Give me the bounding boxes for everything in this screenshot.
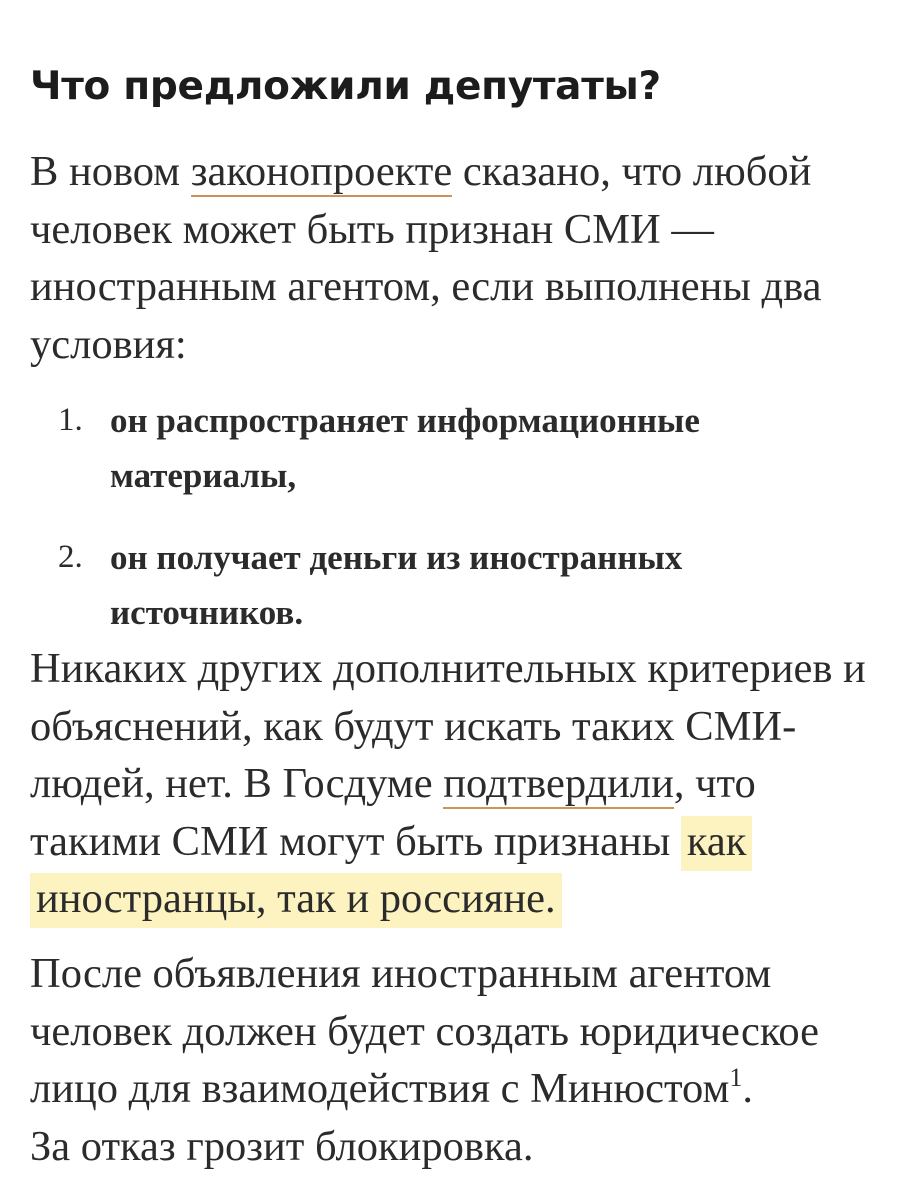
consequences-paragraph [30, 945, 890, 1175]
criteria-text-start: Никаких других дополнительных критериев и объяснений, как будут искать таких СМИ-людей, нет. В Госдуме [30, 645, 866, 807]
criteria-text-middle: , что такими СМИ могут быть признаны [30, 760, 756, 865]
list-item [0, 530, 917, 640]
consequences-text: После объявления иностранным агентом человек должен будет создать юридическое лицо для взаимодействия с Минюстом [30, 950, 819, 1112]
footnote-link[interactable]: 1 [729, 1063, 743, 1092]
list-item [0, 393, 917, 503]
list-item-text: он получает деньги из иностранных источников. [110, 538, 683, 632]
criteria-paragraph [30, 640, 890, 928]
list-item-number: 2. [58, 539, 83, 575]
blocking-text: За отказ грозит блокировка. [30, 1122, 534, 1170]
intro-text-start: В новом [30, 148, 191, 195]
section-heading: Что предложили депутаты? [30, 64, 661, 109]
intro-text-end: сказано, что любой человек может быть признан СМИ — иностранным агентом, если выполнены два условия: [30, 148, 822, 368]
confirmed-link[interactable]: подтвердили [443, 760, 674, 807]
list-item-number: 1. [58, 402, 83, 438]
intro-paragraph [30, 143, 890, 373]
consequences-period: . [742, 1065, 753, 1112]
bill-link[interactable]: законопроекте [190, 148, 453, 195]
list-item-text: он распространяет информационные материалы, [110, 401, 700, 495]
conditions-list [0, 393, 917, 667]
highlighted-text: как иностранцы, так и россияне. [30, 816, 752, 929]
